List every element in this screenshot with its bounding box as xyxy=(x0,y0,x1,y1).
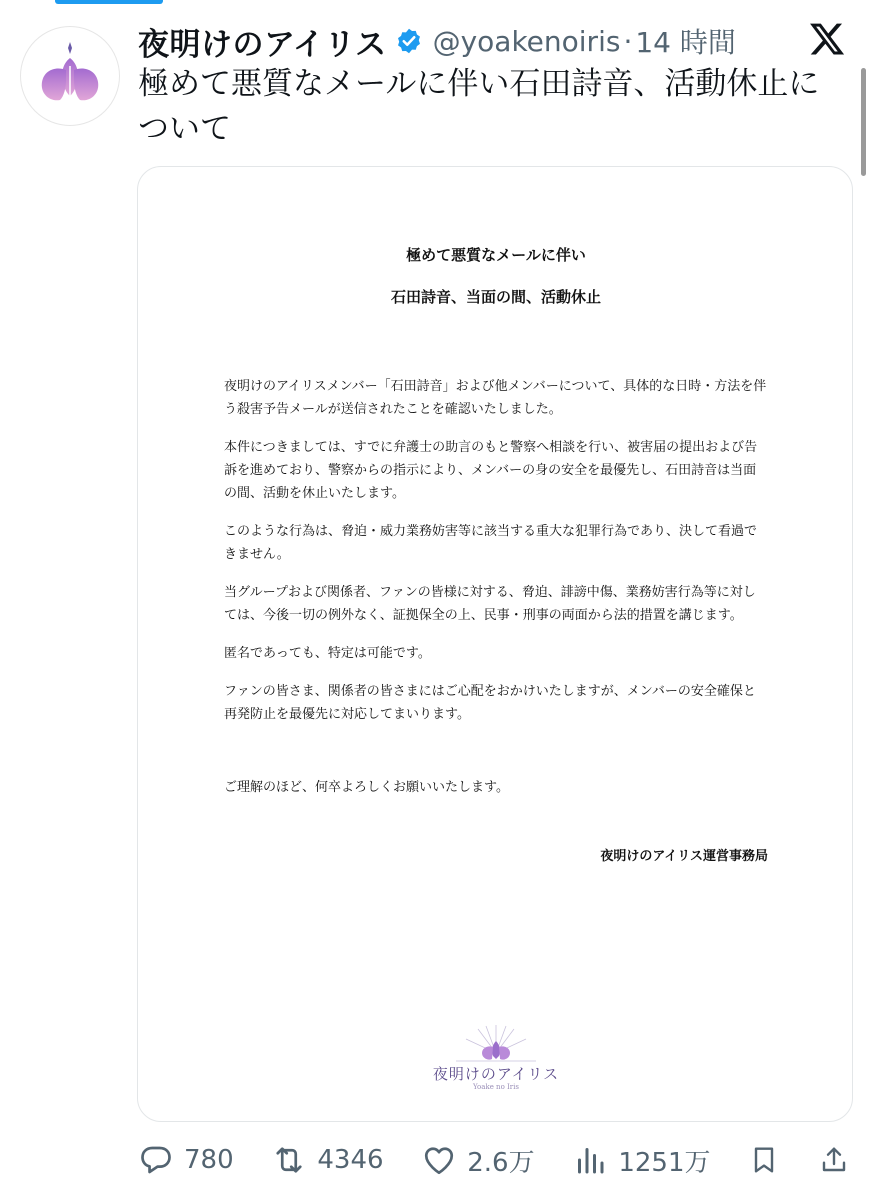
attached-image[interactable] xyxy=(137,166,853,1122)
tweet-text: 極めて悪質なメールに伴い石田詩音、活動休止について xyxy=(138,66,820,147)
document-paragraph: このような行為は、脅迫・威力業務妨害等に該当する重大な犯罪行為であり、決して看過できません。 xyxy=(224,524,758,562)
like-button[interactable] xyxy=(421,1142,534,1179)
repost-count: 4346 xyxy=(317,1145,384,1175)
x-logo-icon[interactable] xyxy=(808,20,846,58)
share-icon xyxy=(818,1144,850,1176)
iris-logo-icon xyxy=(426,1023,566,1065)
document-paragraph: ファンの皆さま、関係者の皆さまにはご心配をおかけいたしますが、メンバーの安全確保と再発防止を最優先に対応してまいります。 xyxy=(224,684,756,722)
document-logo xyxy=(426,1023,566,1095)
scrollbar[interactable] xyxy=(861,68,866,176)
verified-badge-icon xyxy=(395,27,423,55)
like-count: 2.6万 xyxy=(467,1147,535,1178)
reply-button[interactable] xyxy=(138,1142,234,1178)
separator: · xyxy=(623,24,633,58)
document-paragraph: 匿名であっても、特定は可能です。 xyxy=(224,646,431,661)
iris-logo-icon xyxy=(30,36,110,116)
handle[interactable]: @yoakenoiris xyxy=(432,24,621,58)
repost-button[interactable] xyxy=(271,1142,383,1178)
views-button[interactable] xyxy=(572,1142,710,1179)
document-body xyxy=(224,375,768,726)
views-icon xyxy=(572,1142,608,1178)
document-paragraph: 当グループおよび関係者、ファンの皆様に対する、脅迫、誹謗中傷、業務妨害行為等に対しては、今後一切の例外なく、証拠保全の上、民事・刑事の両面から法的措置を講じます。 xyxy=(224,585,756,623)
repost-icon xyxy=(271,1142,307,1178)
bookmark-icon xyxy=(748,1144,780,1176)
document-logo-text: 夜明けのアイリス xyxy=(432,1065,560,1083)
reply-count: 780 xyxy=(184,1145,234,1175)
action-bar xyxy=(138,1136,850,1184)
reply-icon xyxy=(138,1142,174,1178)
avatar[interactable] xyxy=(20,26,120,126)
document-title-line2: 石田詩音、当面の間、活動休止 xyxy=(390,288,601,306)
statement-document xyxy=(224,243,768,868)
document-closing: ご理解のほど、何卒よろしくお願いいたします。 xyxy=(224,780,509,795)
like-icon xyxy=(421,1142,457,1178)
timestamp[interactable]: 14 時間 xyxy=(635,26,736,59)
display-name[interactable]: 夜明けのアイリス xyxy=(138,26,387,63)
document-paragraph: 夜明けのアイリスメンバー「石田詩音」および他メンバーについて、具体的な日時・方法を伴う殺害予告メールが送信されたことを確認いたしました。 xyxy=(224,379,767,417)
document-paragraph: 本件につきましては、すでに弁護士の助言のもと警察へ相談を行い、被害届の提出および告訴を進めており、警察からの指示により、メンバーの身の安全を最優先し、石田詩音は当面の間、活動を休止いたします。 xyxy=(224,440,758,501)
document-title-line1: 極めて悪質なメールに伴い xyxy=(406,246,586,264)
document-logo-subtext: Yoake no Iris xyxy=(473,1083,519,1091)
document-signature: 夜明けのアイリス運営事務局 xyxy=(600,849,768,864)
bookmark-button[interactable] xyxy=(748,1144,780,1176)
share-button[interactable] xyxy=(818,1144,850,1176)
tweet-header xyxy=(138,18,848,64)
view-count: 1251万 xyxy=(618,1147,711,1178)
top-accent-bar xyxy=(55,0,163,4)
